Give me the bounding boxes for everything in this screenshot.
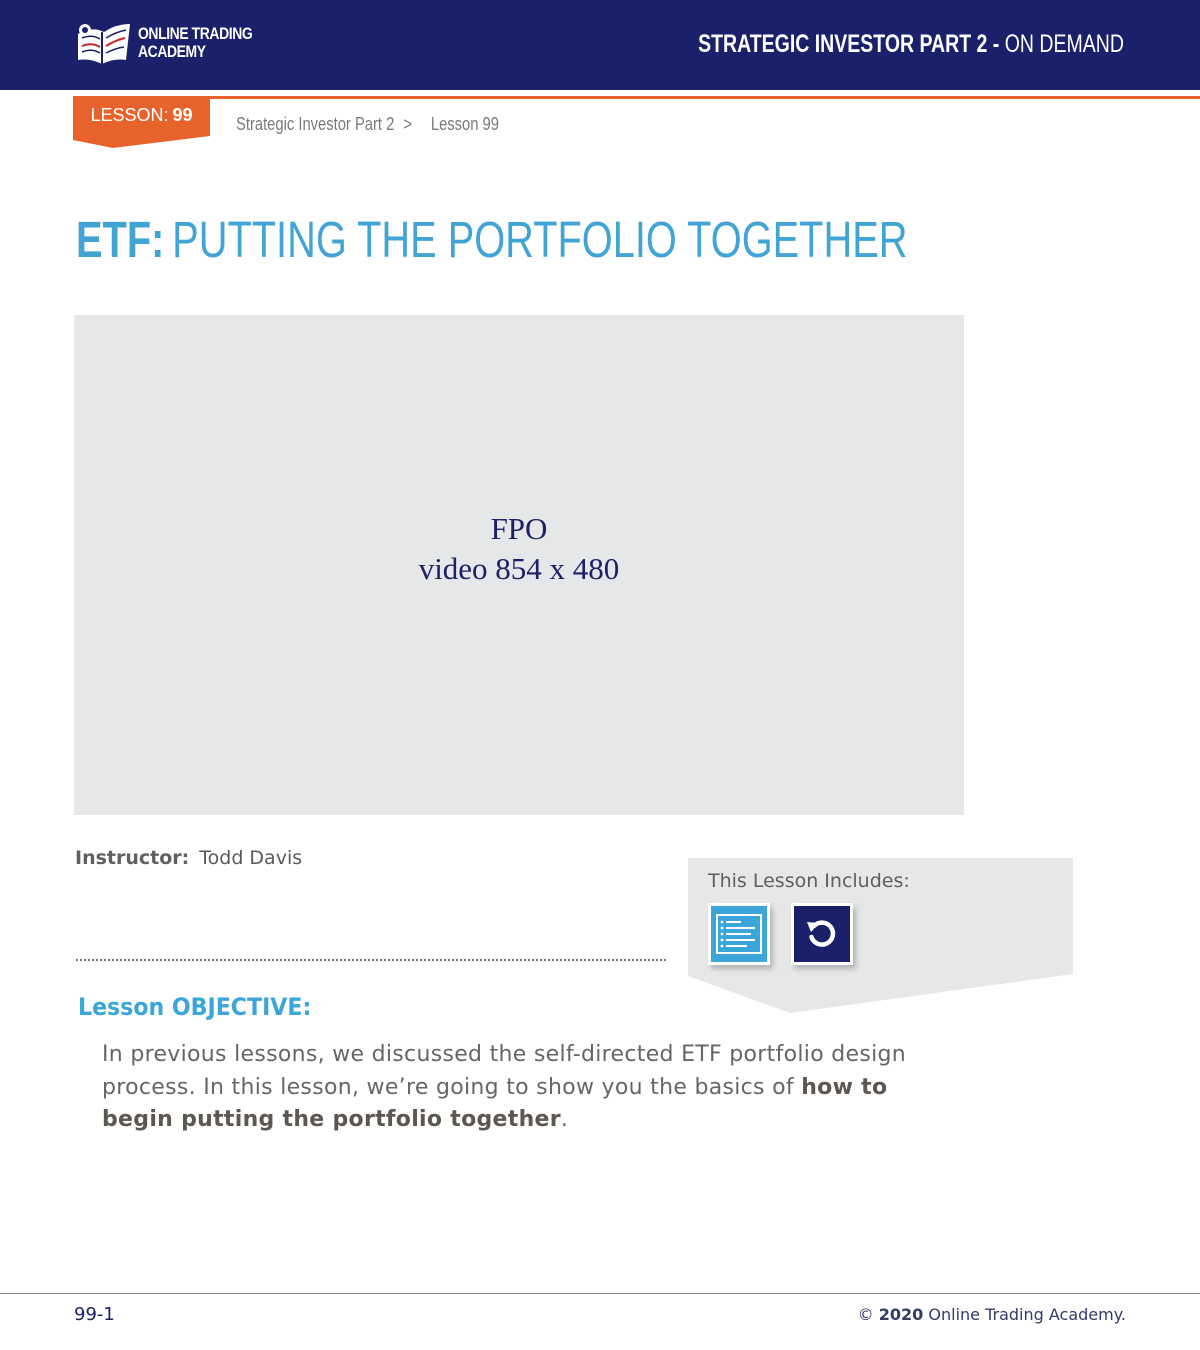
video-player[interactable] — [74, 315, 964, 815]
instructor-label: Instructor: — [75, 847, 190, 869]
page-title-prefix: ETF: — [76, 211, 165, 268]
objective-heading: Lesson OBJECTIVE: — [78, 993, 312, 1021]
section-divider — [76, 959, 666, 961]
copyright — [858, 1305, 1126, 1324]
lesson-tab-label — [73, 105, 210, 126]
breadcrumb — [236, 114, 499, 135]
logo[interactable] — [74, 20, 277, 66]
page-title-text: PUTTING THE PORTFOLIO TOGETHER — [172, 211, 908, 268]
notes-button[interactable] — [708, 903, 770, 965]
course-name: STRATEGIC INVESTOR PART 2 - — [698, 30, 1000, 58]
lesson-label: LESSON: — [90, 105, 169, 125]
replay-button[interactable] — [791, 903, 853, 965]
objective-text-main: In previous lessons, we discussed the self-directed ETF portfolio design process. In this lesson, we’re going to show you the basics of — [102, 1042, 907, 1100]
site-header — [0, 0, 1200, 90]
lesson-tab — [73, 96, 210, 148]
course-mode: ON DEMAND — [1004, 30, 1124, 58]
breadcrumb-item-lesson[interactable]: Lesson 99 — [430, 114, 499, 134]
video-placeholder-line-1: FPO — [490, 511, 548, 546]
copyright-year: 2020 — [878, 1305, 924, 1324]
logo-line-2: ACADEMY — [138, 42, 206, 61]
objective-text — [102, 1039, 942, 1137]
replay-icon — [794, 906, 850, 962]
instructor — [75, 847, 302, 869]
footer-divider — [0, 1293, 1200, 1294]
lesson-includes-label: This Lesson Includes: — [708, 870, 910, 892]
lesson-number: 99 — [172, 105, 193, 125]
breadcrumb-item-course[interactable]: Strategic Investor Part 2 — [236, 114, 395, 134]
copyright-owner: Online Trading Academy. — [928, 1305, 1126, 1324]
header-divider — [210, 96, 1200, 99]
breadcrumb-separator: > — [403, 114, 412, 134]
course-title — [698, 30, 1124, 59]
lesson-includes-panel — [688, 858, 1073, 1014]
page-number: 99-1 — [74, 1304, 115, 1325]
instructor-name: Todd Davis — [199, 847, 303, 869]
video-placeholder-line-2: video 854 x 480 — [418, 551, 620, 586]
video-placeholder-text — [419, 509, 620, 589]
objective-text-emphasis: how to begin putting the portfolio together — [102, 1074, 888, 1132]
objective-text-end: . — [560, 1107, 569, 1132]
logo-line-1: ONLINE TRADING — [138, 24, 253, 43]
notes-list-icon — [711, 906, 767, 962]
page-title — [76, 210, 907, 269]
academy-book-icon — [74, 20, 132, 66]
logo-text — [138, 25, 252, 61]
copyright-symbol: © — [857, 1305, 874, 1324]
